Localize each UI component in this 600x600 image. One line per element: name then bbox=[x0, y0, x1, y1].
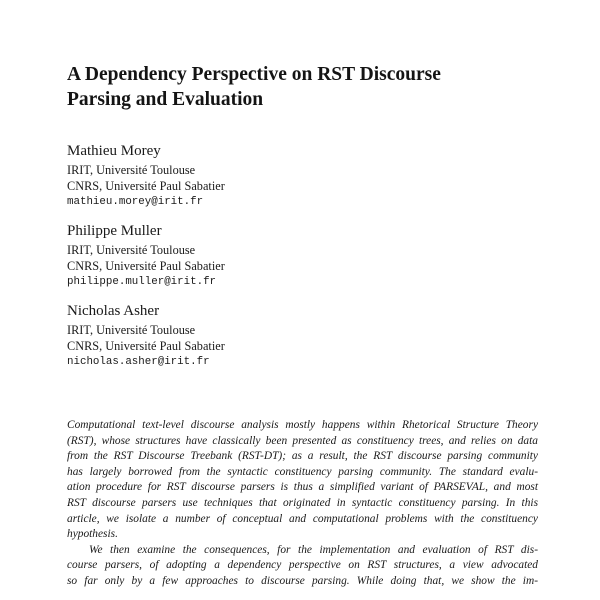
title-line: Parsing and Evaluation bbox=[67, 89, 264, 110]
author-name: Mathieu Morey bbox=[67, 143, 161, 159]
abstract-line: from the RST Discourse Treebank (RST-DT); as a result, the RST discourse parsing community bbox=[67, 450, 538, 463]
author-name: Nicholas Asher bbox=[67, 303, 160, 319]
abstract-line: course parsers, of adopting a dependency perspective on RST structures, a view advocated bbox=[67, 559, 538, 572]
abstract-line: ation procedure for RST discourse parsers is thus a simplified variant of PARSEVAL, and most bbox=[67, 481, 538, 494]
abstract-line: (RST), whose structures have classically been presented as constituency trees, and relies on data bbox=[67, 434, 538, 447]
title-line: A Dependency Perspective on RST Discourse bbox=[67, 64, 441, 85]
abstract-line: so far only by a few approaches to discourse parsing. While doing that, we show the im- bbox=[67, 574, 538, 587]
abstract-line: We then examine the consequences, for the implementation and evaluation of RST dis- bbox=[89, 543, 538, 556]
author-affiliation: CNRS, Université Paul Sabatier bbox=[67, 179, 225, 193]
paper-title bbox=[67, 62, 537, 112]
author-block bbox=[67, 303, 367, 370]
author-email[interactable]: philippe.muller@irit.fr bbox=[67, 276, 217, 288]
author-email[interactable]: nicholas.asher@irit.fr bbox=[67, 356, 210, 368]
author-name: Philippe Muller bbox=[67, 223, 162, 239]
abstract bbox=[67, 418, 538, 590]
author-email[interactable]: mathieu.morey@irit.fr bbox=[67, 196, 204, 208]
abstract-line: hypothesis. bbox=[67, 528, 118, 541]
author-affiliation: CNRS, Université Paul Sabatier bbox=[67, 259, 225, 273]
author-block bbox=[67, 143, 367, 210]
abstract-line: RST discourse parsers use techniques that originated in syntactic constituency parsing. In this bbox=[67, 496, 538, 509]
author-affiliation: IRIT, Université Toulouse bbox=[67, 163, 196, 177]
abstract-line: has largely borrowed from the syntactic constituency parsing community. The standard evalu- bbox=[67, 465, 538, 478]
abstract-line: article, we isolate a number of conceptual and computational problems with the constituency bbox=[67, 512, 538, 525]
abstract-line: Computational text-level discourse analysis mostly happens within Rhetorical Structure Theory bbox=[67, 419, 538, 431]
author-affiliation: IRIT, Université Toulouse bbox=[67, 323, 196, 337]
author-block bbox=[67, 223, 367, 290]
author-affiliation: IRIT, Université Toulouse bbox=[67, 243, 196, 257]
author-affiliation: CNRS, Université Paul Sabatier bbox=[67, 339, 225, 353]
